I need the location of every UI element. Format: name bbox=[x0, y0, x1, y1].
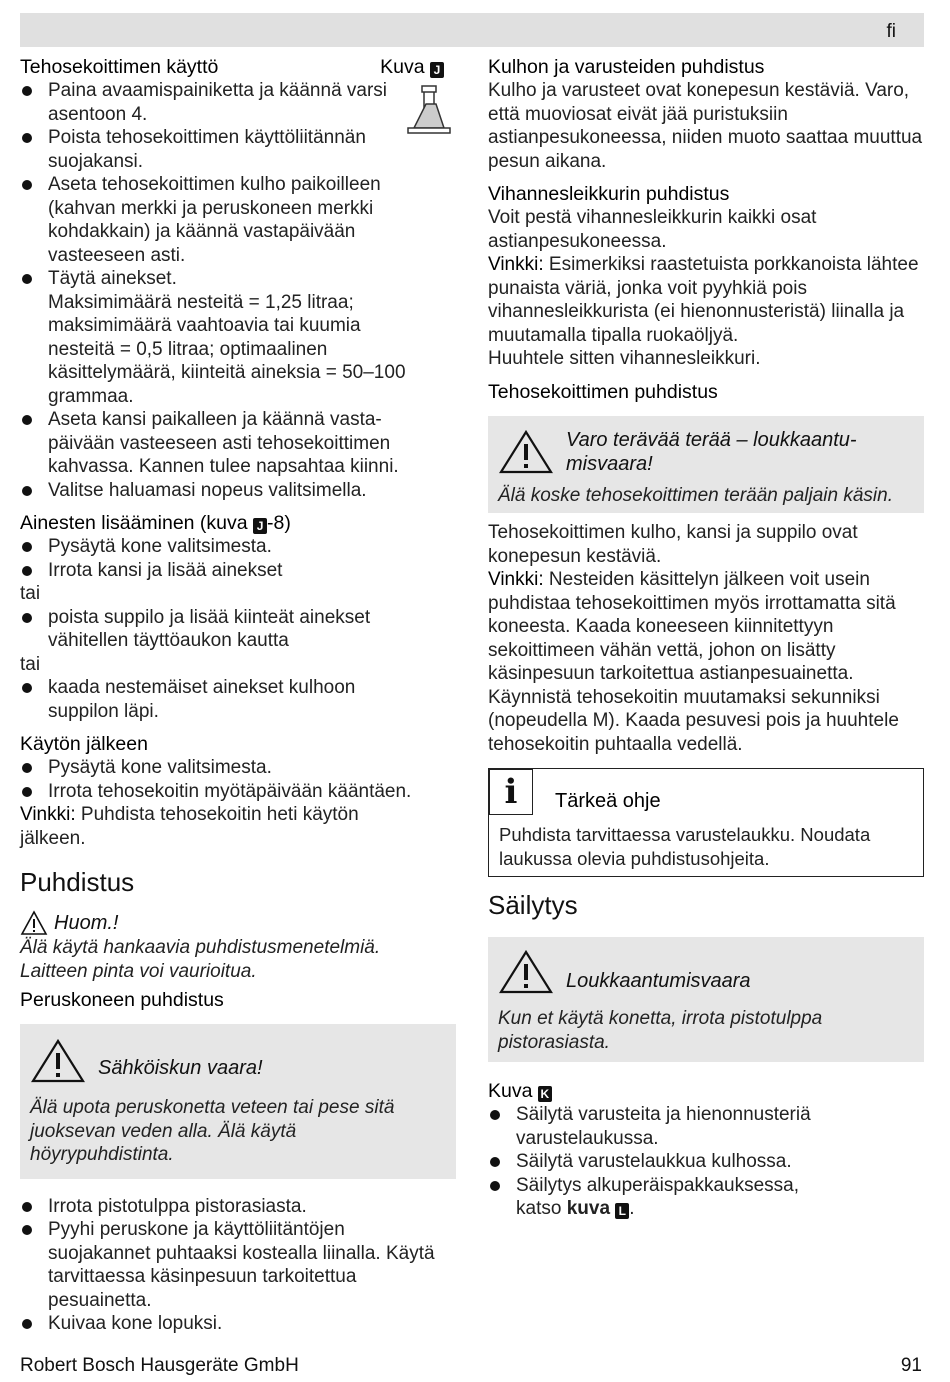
info-text: Puhdista tarvittaessa varustelaukku. Noudata laukussa olevia puhdistusohjeita. bbox=[499, 824, 871, 869]
warning-text: Älä koske tehosekoittimen terään paljain käsin. bbox=[498, 484, 894, 506]
warning-text: Kun et käytä konetta, irrota pistotulppa pistorasiasta. bbox=[498, 1008, 823, 1053]
figure-letter: L bbox=[615, 1203, 629, 1219]
warning-box bbox=[488, 937, 924, 1062]
caution-note bbox=[20, 910, 456, 936]
paragraph: Voit pestä vihannesleikkurin kaikki osat astianpesukoneessa. bbox=[488, 207, 817, 252]
list-item: Kuivaa kone lopuksi. bbox=[20, 1312, 456, 1336]
info-icon: i bbox=[489, 769, 533, 815]
figure-ref: Kuva J bbox=[380, 54, 444, 79]
section-title: Tehosekoittimen puhdistus bbox=[488, 380, 718, 403]
footer-company: Robert Bosch Hausgeräte GmbH bbox=[20, 1355, 299, 1376]
list-item: Säilytys alkuperäispakkauksessa, katso kuva L . bbox=[488, 1174, 924, 1221]
list-item: Pyyhi peruskone ja käyttöliitäntöjen suojakannet puhtaaksi kostealla liinalla. Käytä tarvittaessa käsinpesuun tarkoitettua pesuainetta. bbox=[20, 1218, 456, 1312]
section-title: Peruskoneen puhdistus bbox=[20, 989, 224, 1011]
language-code: fi bbox=[886, 21, 896, 42]
list-item: Säilytä varusteita ja hienonnusteriä varustelaukussa. bbox=[488, 1103, 924, 1150]
page-number: 91 bbox=[900, 1355, 922, 1376]
paragraph: Huuhtele sitten vihannesleikkuri. bbox=[488, 348, 761, 369]
header-bar bbox=[20, 13, 924, 47]
caution-text: Älä käytä hankaavia puhdistusmenetelmiä. Laitteen pinta voi vaurioitua. bbox=[20, 937, 381, 982]
tip-text: Vinkki: Puhdista tehosekoitin heti käytön jälkeen. bbox=[20, 804, 359, 849]
list-item: Valitse haluamasi nopeus valitsimella. bbox=[20, 479, 456, 503]
step-list bbox=[20, 535, 456, 582]
list-item: kaada nestemäiset ainekset kulhoon suppilon läpi. bbox=[20, 676, 456, 723]
paragraph: Tehosekoittimen kulho, kansi ja suppilo ovat konepesun kestäviä. bbox=[488, 522, 858, 567]
step-list bbox=[20, 79, 456, 502]
warning-box bbox=[488, 416, 924, 514]
section-title: Vihannesleikkurin puhdistus bbox=[488, 183, 730, 205]
right-column bbox=[488, 54, 924, 1221]
warning-title: Loukkaantumisvaara bbox=[566, 970, 751, 992]
list-item: Aseta kansi paikalleen ja käännä vasta-päivään vasteeseen asti tehosekoittimen kahvassa. Kannen tulee napsahtaa kiinni. bbox=[20, 408, 456, 479]
list-item: Poista tehosekoittimen käyttöliitännän suojakansi. bbox=[20, 126, 456, 173]
paragraph: Kulho ja varusteet ovat konepesun kestäviä. Varo, että muoviosat eivät jää puristuksiin astianpesukoneessa, niiden muoto saattaa muuttua pesun aikana. bbox=[488, 80, 923, 172]
warning-icon bbox=[20, 910, 48, 936]
section-heading bbox=[20, 54, 444, 79]
section-title: Kulhon ja varusteiden puhdistus bbox=[488, 56, 765, 78]
warning-text: Älä upota peruskonetta veteen tai pese sitä juoksevan veden alla. Älä käytä höyrypuhdistinta. bbox=[30, 1097, 395, 1165]
list-item: Paina avaamispainiketta ja käännä varsi asentoon 4. bbox=[20, 79, 456, 126]
list-item: Irrota kansi ja lisää ainekset bbox=[20, 559, 456, 583]
figure-letter: J bbox=[430, 62, 444, 78]
list-item: Irrota tehosekoitin myötäpäivään kääntäen. bbox=[20, 780, 456, 804]
info-title: Tärkeä ohje bbox=[555, 790, 661, 812]
left-column bbox=[20, 54, 456, 1336]
figure-ref: Kuva K bbox=[488, 1078, 924, 1103]
warning-icon bbox=[498, 429, 554, 475]
chapter-title: Säilytys bbox=[488, 890, 578, 920]
fill-detail: Maksimimäärä nesteitä = 1,25 litraa; maksimimäärä vaahtoavia tai kuumia nesteitä = 0,5 litraa; optimaalinen käsittelymäärä, kiinteitä aineksia = 50–100 grammaa. bbox=[48, 291, 406, 407]
caution-title: Huom.! bbox=[54, 912, 119, 934]
warning-icon bbox=[498, 949, 554, 995]
or-text: tai bbox=[20, 653, 41, 675]
section-title: Tehosekoittimen käyttö bbox=[20, 56, 219, 78]
figure-letter: K bbox=[538, 1086, 552, 1102]
list-item: Aseta tehosekoittimen kulho paikoilleen (kahvan merkki ja peruskoneen merkki kohdakkain) ja käännä vastapäivään vasteeseen asti. bbox=[20, 173, 456, 267]
or-text: tai bbox=[20, 583, 41, 604]
list-item: Täytä ainekset. Maksimimäärä nesteitä = 1,25 litraa; maksimimäärä vaahtoavia tai kuumia nesteitä = 0,5 litraa; optimaalinen käsittelymäärä, kiinteitä aineksia = 50–100 grammaa. bbox=[20, 267, 456, 408]
step-list bbox=[20, 606, 456, 653]
list-item: Irrota pistotulppa pistorasiasta. bbox=[20, 1195, 456, 1219]
figure-letter: J bbox=[253, 518, 267, 534]
step-list bbox=[20, 676, 456, 723]
warning-title: Sähköiskun vaara! bbox=[98, 1057, 263, 1079]
list-item: Pysäytä kone valitsimesta. bbox=[20, 535, 456, 559]
list-item: poista suppilo ja lisää kiinteät ainekset vähitellen täyttöaukon kautta bbox=[20, 606, 456, 653]
step-list bbox=[20, 1195, 456, 1336]
info-box bbox=[488, 768, 924, 877]
warning-title: Varo terävää terää – loukkaantu-misvaara! bbox=[566, 428, 857, 475]
section-title: Käytön jälkeen bbox=[20, 733, 148, 755]
warning-box bbox=[20, 1024, 456, 1179]
step-list bbox=[488, 1103, 924, 1221]
section-title: Ainesten lisääminen (kuva J -8) bbox=[20, 512, 291, 534]
tip-text: Vinkki: Esimerkiksi raastetuista porkkanoista lähtee punaista väriä, jonka voit pyyhkiä pois vihannesleikkurista (ei hienonnusteristä) liinalla ja muutamalla tipalla ruokaöljyä. bbox=[488, 254, 919, 346]
chapter-title: Puhdistus bbox=[20, 867, 135, 897]
list-item: Säilytä varustelaukkua kulhossa. bbox=[488, 1150, 924, 1174]
step-list bbox=[20, 756, 456, 803]
list-item: Pysäytä kone valitsimesta. bbox=[20, 756, 456, 780]
warning-icon bbox=[30, 1038, 86, 1084]
tip-text: Vinkki: Nesteiden käsittelyn jälkeen voit usein puhdistaa tehosekoittimen myös irrottamatta sitä koneesta. Kaada koneeseen kiinnitettyyn sekoittimeen vähän vettä, johon on lisätty käsinpesuun tarkoitettua astianpesuainetta. Käynnistä tehosekoitin muutamaksi sekunniksi (nopeudella M). Kaada pesuvesi pois ja huuhtele tehosekoitin puhtaalla vedellä. bbox=[488, 569, 899, 755]
